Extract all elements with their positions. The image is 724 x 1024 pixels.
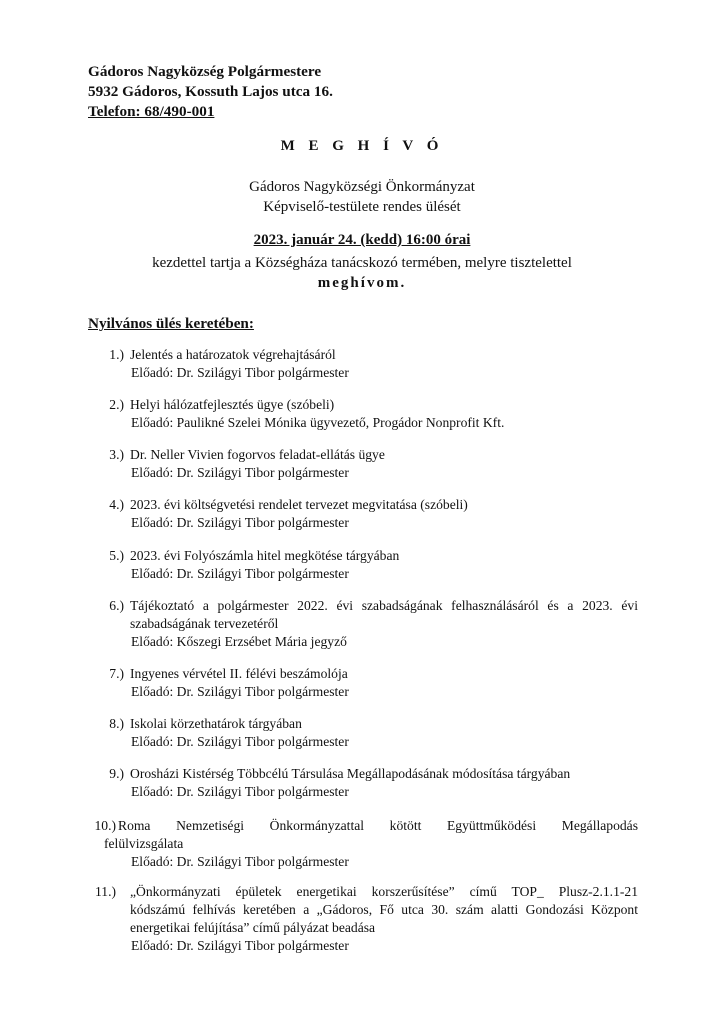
agenda-item-number: 7.) [109, 666, 124, 681]
document-title: M E G H Í V Ó [280, 138, 444, 154]
agenda-item-title-line: Ingyenes vérvétel II. félévi beszámolója [130, 666, 348, 681]
organization-block [0, 177, 724, 217]
agenda-item-title-line: felülvizsgálata [104, 836, 184, 851]
invite-word: meghívom. [317, 275, 407, 291]
agenda-item-title-line: szabadságának tervezetéről [130, 616, 279, 631]
sender-address: 5932 Gádoros, Kossuth Lajos utca 16. [88, 83, 333, 100]
agenda-item-title-line: 2023. évi Folyószámla hitel megkötése tárgyában [130, 548, 400, 563]
agenda-item-title-line: Dr. Neller Vivien fogorvos feladat-ellátás ügye [130, 447, 385, 462]
agenda-item-title-line: Roma Nemzetiségi Önkormányzattal kötött Együttműködési Megállapodás [118, 818, 638, 833]
agenda-item-presenter: Előadó: Paulikné Szelei Mónika ügyvezető, Progádor Nonprofit Kft. [131, 415, 505, 430]
agenda-item-title-line: energetikai felújítása” című pályázat beadása [130, 920, 376, 935]
agenda-item-title [130, 665, 638, 683]
organization-name: Gádoros Nagyközségi Önkormányzat [249, 179, 475, 195]
agenda-item-presenter: Előadó: Kőszegi Erzsébet Mária jegyző [131, 634, 347, 649]
agenda-item-number: 3.) [109, 447, 124, 462]
agenda-item-number: 9.) [109, 766, 124, 781]
agenda-item-title [130, 346, 638, 364]
agenda-item-number: 5.) [109, 548, 124, 563]
agenda-item-title [130, 765, 638, 783]
agenda-item-title-line: kódszámú felhívás keretében a „Gádoros, Fő utca 30. szám alatti Gondozási Központ [130, 902, 638, 917]
agenda-item-title-line: Jelentés a határozatok végrehajtásáról [130, 347, 336, 362]
agenda-item-title [130, 715, 638, 733]
agenda-item-presenter: Előadó: Dr. Szilágyi Tibor polgármester [131, 566, 349, 581]
agenda-item-presenter: Előadó: Dr. Szilágyi Tibor polgármester [131, 365, 349, 380]
agenda-item-title-line: Orosházi Kistérség Többcélú Társulása Megállapodásának módosítása tárgyában [130, 766, 571, 781]
section-heading: Nyilvános ülés keretében: [88, 315, 254, 332]
agenda-item-number: 4.) [109, 497, 124, 512]
agenda-item-presenter: Előadó: Dr. Szilágyi Tibor polgármester [131, 854, 349, 869]
agenda-item-presenter: Előadó: Dr. Szilágyi Tibor polgármester [131, 515, 349, 530]
agenda-item-presenter: Előadó: Dr. Szilágyi Tibor polgármester [131, 465, 349, 480]
agenda-item-number: 10.) [94, 818, 116, 833]
meeting-intro [0, 253, 724, 293]
agenda-item-presenter: Előadó: Dr. Szilágyi Tibor polgármester [131, 684, 349, 699]
agenda-item-title [130, 396, 638, 414]
agenda-item-presenter: Előadó: Dr. Szilágyi Tibor polgármester [131, 784, 349, 799]
agenda-item-title [130, 597, 638, 633]
sender-name: Gádoros Nagyközség Polgármestere [88, 63, 322, 80]
agenda-item-number: 8.) [109, 716, 124, 731]
agenda-item-title [130, 547, 638, 565]
agenda-item-number: 2.) [109, 397, 124, 412]
agenda-item-presenter: Előadó: Dr. Szilágyi Tibor polgármester [131, 734, 349, 749]
agenda-item-number: 6.) [109, 598, 124, 613]
agenda-item-title-line: „Önkormányzati épületek energetikai korszerűsítése” című TOP_ Plusz-2.1.1-21 [130, 884, 638, 899]
sender-phone: Telefon: 68/490-001 [88, 103, 215, 120]
agenda-item-title-line: Tájékoztató a polgármester 2022. évi szabadságának felhasználásáról és a 2023. évi [130, 598, 638, 613]
sender-block [88, 62, 333, 122]
meeting-date: 2023. január 24. (kedd) 16:00 órai [253, 232, 471, 248]
agenda-item-title-line: Iskolai körzethatárok tárgyában [130, 716, 302, 731]
agenda-item-number: 1.) [109, 347, 124, 362]
agenda-item-title [130, 446, 638, 464]
agenda-item-title-line: 2023. évi költségvetési rendelet tervezet megvitatása (szóbeli) [130, 497, 468, 512]
meeting-intro-text: kezdettel tartja a Községháza tanácskozó termében, melyre tisztelettel [152, 255, 572, 271]
agenda-item-title [130, 496, 638, 514]
agenda-item-title [130, 883, 638, 937]
organization-body: Képviselő-testülete rendes ülését [263, 199, 461, 215]
agenda-item-presenter: Előadó: Dr. Szilágyi Tibor polgármester [131, 938, 349, 953]
agenda-item-title-line: Helyi hálózatfejlesztés ügye (szóbeli) [130, 397, 335, 412]
agenda-item-number: 11.) [94, 884, 116, 899]
